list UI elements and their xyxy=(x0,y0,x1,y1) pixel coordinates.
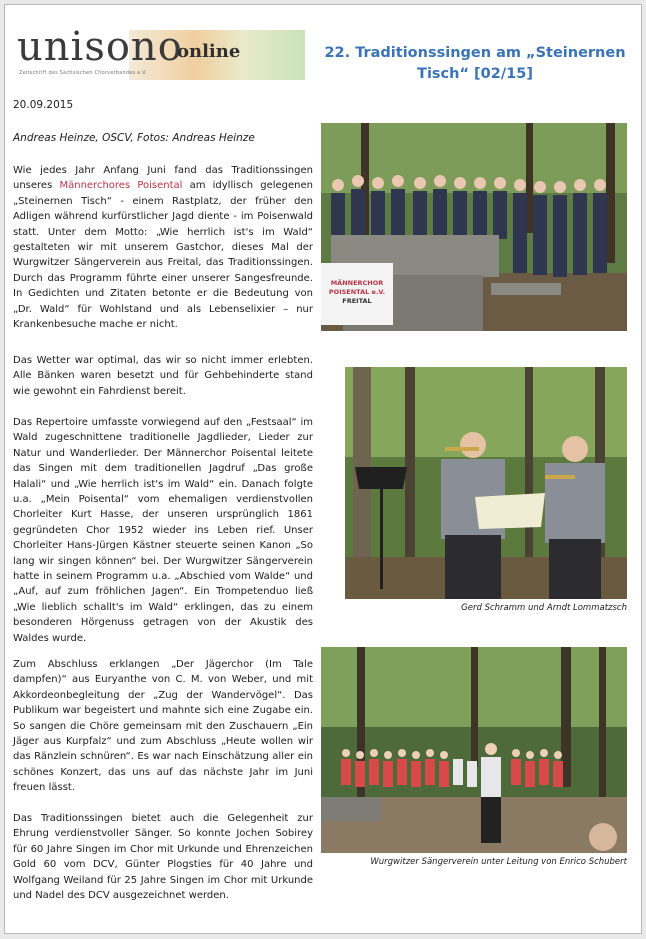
unisono-logo[interactable] xyxy=(11,23,311,83)
paragraph-3: Das Repertoire umfasste vorwiegend auf den „Festsaal“ im Wald zugeschnittene traditionelle Jagdlieder, Lieder zur Natur und Wanderlieder. Der Männerchor Poisental leitete das Singen mit dem traditionellen Jagdruf „Das große Halali“ und „Wie herrlich ist's im Wald“ ein. Danach folgte u.a. „Mein Poisental“ vom ehemaligen verdienstvollen Chorleiter Kurt Hasse, der unseren ursprünglich 1861 gegründeten Chor 1952 wieder ins Leben rief. Unser Chorleiter Hans-Jürgen Kästner steuerte seinen Kanon „So lang wir singen können“ bei. Der Wurgwitzer Sängerverein hatte in seinem Programm u.a. „Abschied vom Walde“ und „Auf, auf zum fröhlichen Jagen“. Ein Trompetenduo ließ „Wie lieblich schallt's im Wald“ erklingen, das zu einem besonderen Hörgenuss getragen von der Akustik des Waldes wurde. xyxy=(13,417,313,644)
article-title: 22. Traditionssingen am „Steinernen Tisch“ [02/15] xyxy=(324,45,626,82)
photo-choir-stone-table[interactable] xyxy=(321,123,627,331)
choir-logo-line-1: MÄNNERCHOR xyxy=(330,279,384,287)
author-byline: Andreas Heinze, OSCV, Fotos: Andreas Heinze xyxy=(13,132,255,144)
choir-logo-line-2: POISENTAL e.V. xyxy=(328,288,386,296)
paragraph-1 xyxy=(13,163,313,332)
logo-wordmark: unisono xyxy=(17,24,183,70)
paragraph-1-start: Wie jedes Jahr Anfang Juni fand das Traditionssingen unseres xyxy=(13,165,313,192)
trumpet-duo-image xyxy=(345,367,627,599)
caption-trumpet-duo: Gerd Schramm und Arndt Lommatzsch xyxy=(461,603,627,613)
caption-wurgwitz-choir: Wurgwitzer Sängerverein unter Leitung von Enrico Schubert xyxy=(370,857,627,867)
publish-date: 20.09.2015 xyxy=(13,99,74,111)
paragraph-5: Das Traditionssingen bietet auch die Gelegenheit zur Ehrung verdienstvoller Sänger. So konnte Jochen Sobirey für 60 Jahre Singen im Chor mit Urkunde und Ehrenzeichen Gold 60 vom DCV, Günter Plogsties für 40 Jahre und Wolfgang Weiland für 25 Jahre Singen im Chor mit Urkunde und Nadel des DCV ausgezeichnet werden. xyxy=(13,813,313,902)
paragraph-1-rest: am idyllisch gelegenen „Steinernen Tisch“ - einem Rastplatz, der früher den Adligen während kurfürstlicher Jagd diente - im Poisenwald statt. Unter dem Motto: „Wie herrlich ist's im Wald“ gestalteten wir mit unserem Gastchor, dieses Mal der Wurgwitzer Sängerverein aus Freital, das Traditionssingen. Durch das Programm führte einer unserer Sangesfreunde. In Gedichten und Zitaten betonte er die Bedeutung von „Dr. Wald“ für Wohlstand und als Lebenselixier – nur Krankenbesuche mache er nicht. xyxy=(13,180,313,331)
wurgwitz-choir-image xyxy=(321,647,627,853)
paragraph-2: Das Wetter war optimal, das wir so nicht immer erlebten. Alle Bänken waren besetzt und für Gehbehinderte stand wie gewohnt ein Fahrdienst bereit. xyxy=(13,355,313,397)
paragraph-4: Zum Abschluss erklangen „Der Jägerchor (Im Tale dampfen)“ aus Euryanthe von C. M. von Weber, und mit Akkordeonbegleitung der „Zug der Wandervögel“. Das Publikum war begeistert und mahnte sich eine Zugabe ein. So sangen die Chöre gemeinsam mit den Zuschauern „Ein Jäger aus Kurpfalz“ und zum Abschluss „Heute wollen wir das Ränzlein schnüren“. Es war nach Einschätzung aller ein schönes Konzert, das uns auf das nächste Jahr im Juni freuen lässt. xyxy=(13,659,313,794)
logo-online: online xyxy=(177,41,241,62)
logo-tagline: Zeitschrift des Sächsischen Chorverbandes e.V. xyxy=(19,70,147,76)
article-page xyxy=(4,4,642,934)
choir-logo-line-3: FREITAL xyxy=(342,297,372,305)
choir-logo-text xyxy=(325,279,389,306)
choir-name-link[interactable]: Männerchores Poisental xyxy=(59,180,183,192)
header xyxy=(5,5,641,91)
photo-trumpet-duo[interactable] xyxy=(345,367,627,599)
photo-wurgwitz-choir[interactable] xyxy=(321,647,627,853)
